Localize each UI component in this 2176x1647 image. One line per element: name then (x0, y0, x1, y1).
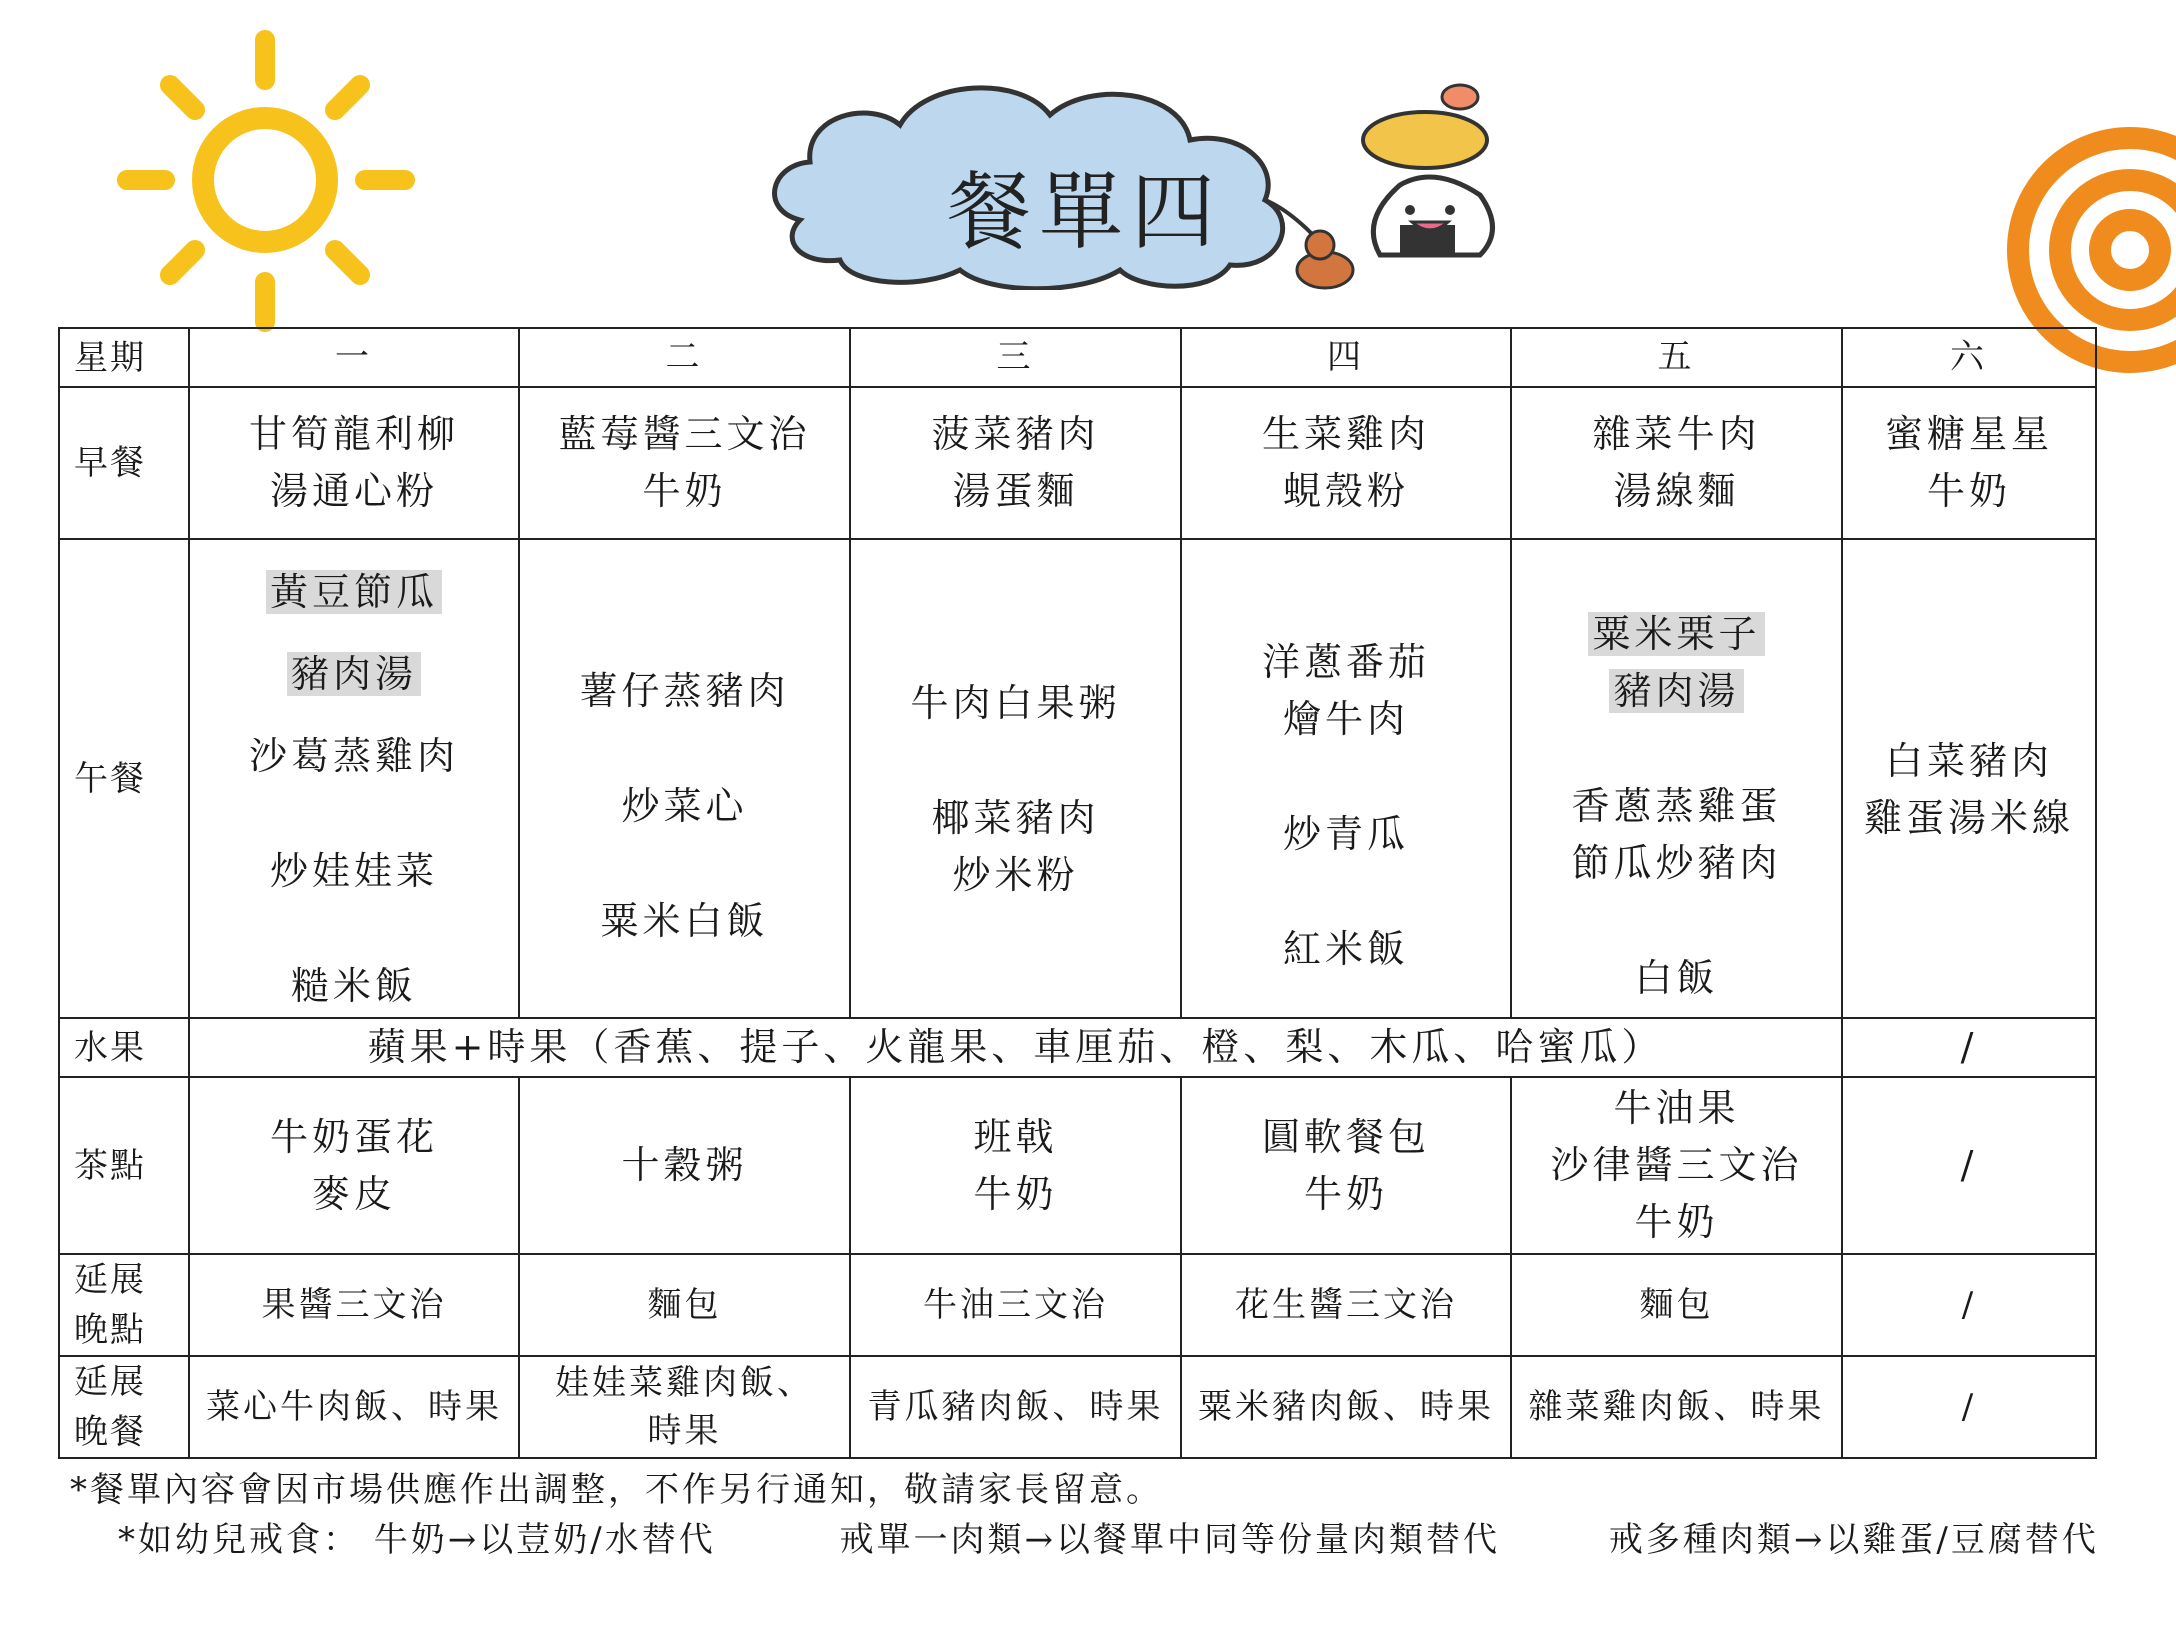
breakfast-label: 早餐 (59, 387, 189, 539)
menu-item: 牛奶 (1926, 469, 2011, 513)
menu-item: 粟米白飯 (600, 898, 769, 943)
tea-cell-thu (1181, 1077, 1511, 1254)
fruit-text: 蘋果+時果（香蕉、提子、火龍果、車厘茄、橙、梨、木瓜、哈蜜瓜） (189, 1018, 1842, 1077)
menu-item: 牛油果 (1613, 1086, 1740, 1130)
breakfast-row (59, 387, 2096, 539)
breakfast-cell-mon (189, 387, 519, 539)
lunch-cell-fri (1511, 539, 1842, 1018)
menu-item: 甘筍龍利柳 (248, 412, 459, 456)
lunch-row (59, 539, 2096, 1018)
menu-item: 牛奶 (1303, 1171, 1388, 1216)
evening-meal-cell-mon: 菜心牛肉飯、時果 (189, 1356, 519, 1458)
breakfast-cell-sat (1842, 387, 2096, 539)
day-header-wed: 三 (850, 328, 1181, 387)
evening-snack-cell-sat: / (1842, 1254, 2096, 1356)
menu-item: 炒菜心 (621, 783, 748, 828)
menu-item: 沙律醬三文治 (1550, 1143, 1803, 1187)
menu-item: 炒米粉 (952, 853, 1079, 897)
fruit-row (59, 1018, 2096, 1077)
menu-item: 圓軟餐包 (1261, 1114, 1430, 1159)
menu-item: 牛奶 (1634, 1200, 1719, 1244)
evening-snack-cell-wed: 牛油三文治 (850, 1254, 1181, 1356)
evening-snack-cell-mon: 果醬三文治 (189, 1254, 519, 1356)
lunch-cell-sat (1842, 539, 2096, 1018)
tea-cell-tue (519, 1077, 850, 1254)
menu-item: 燴牛肉 (1282, 697, 1409, 741)
evening-meal-cell-wed: 青瓜豬肉飯、時果 (850, 1356, 1181, 1458)
menu-item: / (1960, 1143, 1978, 1187)
evening-meal-cell-fri: 雜菜雞肉飯、時果 (1511, 1356, 1842, 1458)
menu-item: 牛奶 (973, 1171, 1058, 1216)
lunch-label: 午餐 (59, 539, 189, 1018)
day-header-fri: 五 (1511, 328, 1842, 387)
menu-item-highlighted: 豬肉湯 (1609, 669, 1743, 713)
menu-item: 洋蔥番茄 (1261, 640, 1430, 684)
breakfast-cell-thu (1181, 387, 1511, 539)
evening-meal-cell-tue: 娃娃菜雞肉飯、 時果 (519, 1356, 850, 1458)
fruit-cell-sat: / (1842, 1018, 2096, 1077)
menu-item: 菠菜豬肉 (931, 412, 1100, 456)
notice-allergy-single-meat: 戒單一肉類→以餐單中同等份量肉類替代 (839, 1520, 1501, 1560)
menu-item: 炒青瓜 (1282, 812, 1409, 856)
day-header-mon: 一 (189, 328, 519, 387)
menu-item: 湯蛋麵 (952, 469, 1079, 513)
lunch-cell-thu (1181, 539, 1511, 1018)
tea-cell-wed (850, 1077, 1181, 1254)
evening-snack-cell-thu: 花生醬三文治 (1181, 1254, 1511, 1356)
menu-item: 班戟 (973, 1114, 1058, 1159)
menu-item-highlighted: 粟米栗子 (1588, 612, 1764, 656)
menu-item: 蜜糖星星 (1884, 412, 2053, 456)
menu-item: 湯線麵 (1613, 469, 1740, 513)
menu-table (58, 327, 2097, 1459)
tea-cell-fri (1511, 1077, 1842, 1254)
menu-item: 湯通心粉 (269, 469, 438, 513)
notice-allergy (118, 1512, 2099, 1561)
menu-item: 牛奶蛋花 (269, 1114, 438, 1159)
menu-item: 節瓜炒豬肉 (1571, 840, 1782, 885)
notice-adjustment: *餐單內容會因市場供應作出調整，不作另行通知，敬請家長留意。 (70, 1470, 1163, 1510)
menu-item: 雜菜牛肉 (1592, 412, 1761, 456)
tea-row (59, 1077, 2096, 1254)
tea-cell-mon (189, 1077, 519, 1254)
evening-meal-cell-sat: / (1842, 1356, 2096, 1458)
lunch-cell-mon (189, 539, 519, 1018)
fruit-label: 水果 (59, 1018, 189, 1077)
menu-item: 椰菜豬肉 (931, 796, 1100, 840)
rice-ball-mascot-icon (1297, 85, 1493, 288)
header-row (59, 328, 2096, 387)
tea-cell-sat (1842, 1077, 2096, 1254)
tea-label: 茶點 (59, 1077, 189, 1254)
menu-item-highlighted: 黃豆節瓜 (266, 570, 442, 614)
day-header-tue: 二 (519, 328, 850, 387)
day-header-sat: 六 (1842, 328, 2096, 387)
menu-item: 牛奶 (642, 469, 727, 513)
menu-item: 白飯 (1634, 955, 1719, 1000)
menu-item: 紅米飯 (1282, 927, 1409, 971)
evening-snack-row (59, 1254, 2096, 1356)
menu-item: 牛肉白果粥 (910, 681, 1121, 725)
menu-item: 十穀粥 (621, 1143, 748, 1187)
lunch-cell-tue (519, 539, 850, 1018)
page-title: 餐單四 (946, 163, 1223, 261)
lunch-cell-wed (850, 539, 1181, 1018)
menu-item: 炒娃娃菜 (269, 849, 438, 893)
evening-meal-row (59, 1356, 2096, 1458)
menu-item: 蜆殼粉 (1282, 469, 1409, 513)
menu-item-highlighted: 豬肉湯 (287, 652, 421, 696)
sun-icon (115, 20, 445, 340)
breakfast-cell-fri (1511, 387, 1842, 539)
notice-allergy-milk: *如幼兒戒食： 牛奶→以荳奶/水替代 (118, 1520, 716, 1560)
breakfast-cell-tue (519, 387, 850, 539)
evening-meal-label: 延展 晚餐 (59, 1356, 189, 1458)
menu-item: 香蔥蒸雞蛋 (1571, 783, 1782, 828)
menu-item: 沙葛蒸雞肉 (248, 734, 459, 778)
title-banner (760, 70, 1530, 290)
weekday-label: 星期 (59, 328, 189, 387)
menu-item: 白菜豬肉 (1884, 738, 2053, 783)
breakfast-cell-wed (850, 387, 1181, 539)
day-header-thu: 四 (1181, 328, 1511, 387)
menu-item: 雞蛋湯米線 (1863, 795, 2074, 840)
menu-item: 薯仔蒸豬肉 (579, 668, 790, 713)
notice-allergy-multi-meat: 戒多種肉類→以雞蛋/豆腐替代 (1608, 1520, 2099, 1560)
menu-item: 糙米飯 (290, 964, 417, 1008)
evening-snack-label: 延展 晚點 (59, 1254, 189, 1356)
menu-item: 生菜雞肉 (1261, 412, 1430, 456)
evening-meal-cell-thu: 粟米豬肉飯、時果 (1181, 1356, 1511, 1458)
menu-item: 藍莓醬三文治 (558, 412, 811, 456)
menu-item: 麥皮 (311, 1171, 396, 1216)
evening-snack-cell-tue: 麵包 (519, 1254, 850, 1356)
evening-snack-cell-fri: 麵包 (1511, 1254, 1842, 1356)
